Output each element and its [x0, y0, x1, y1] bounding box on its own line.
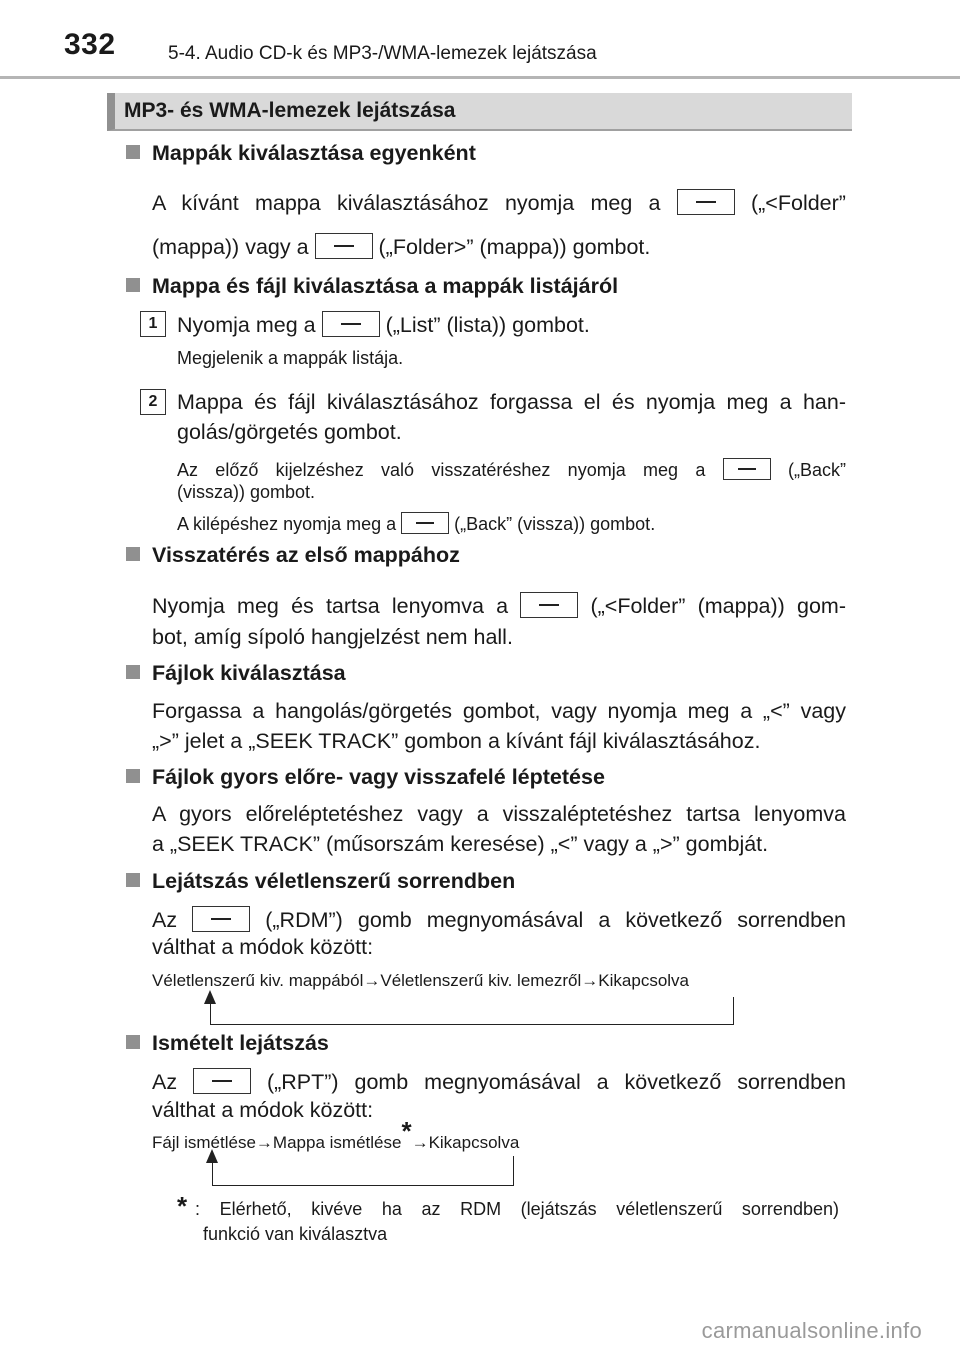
heading-fast-step: Fájlok gyors előre- vagy visszafelé léptetése — [126, 765, 605, 790]
back-button-icon — [723, 458, 771, 480]
section-title: MP3- és WMA-lemezek lejátszása — [124, 99, 456, 122]
square-bullet-icon — [126, 278, 140, 292]
heading-list-select: Mappa és fájl kiválasztása a mappák listájáról — [126, 274, 618, 299]
page-number: 332 — [64, 28, 116, 61]
paragraph-line: A kívánt mappa kiválasztásához nyomja meg a („<Folder” — [152, 191, 846, 215]
square-bullet-icon — [126, 665, 140, 679]
arrow-right-icon: → — [581, 971, 599, 990]
random-mode-flow: Véletlenszerű kiv. mappából→Véletlenszerű kiv. lemezről→Kikapcsolva — [152, 971, 690, 990]
paragraph-line: Az („RDM”) gomb megnyomásával a következő sorrendben — [152, 908, 846, 932]
step-1-note: Megjelenik a mappák listája. — [177, 348, 404, 368]
running-title: 5-4. Audio CD-k és MP3-/WMA-lemezek lejátszása — [168, 43, 597, 64]
paragraph-line: (mappa)) vagy a („Folder>” (mappa)) gombot. — [152, 235, 651, 259]
back-button-icon — [401, 512, 449, 534]
heading-folder-select: Mappák kiválasztása egyenként — [126, 141, 476, 166]
paragraph-line: A gyors előreléptetéshez vagy a visszaléptetéshez tartsa lenyomva — [152, 802, 846, 826]
step-1-text: Nyomja meg a („List” (lista)) gombot. — [177, 313, 590, 337]
watermark: carmanualsonline.info — [701, 1318, 922, 1343]
paragraph-line: Nyomja meg és tartsa lenyomva a („<Folder” (mappa)) gom- — [152, 594, 846, 618]
back-note-line2: (vissza)) gombot. — [177, 482, 316, 502]
arrow-right-icon: → — [363, 971, 381, 990]
square-bullet-icon — [126, 547, 140, 561]
folder-prev-button-icon — [520, 592, 578, 618]
exit-note: A kilépéshez nyomja meg a („Back” (vissza)) gombot. — [177, 514, 656, 534]
step-number-badge: 1 — [140, 311, 166, 337]
step-number-badge: 2 — [140, 389, 166, 415]
paragraph-line: „>” jelet a „SEEK TRACK” gombon a kívánt fájl kiválasztásához. — [152, 729, 761, 753]
square-bullet-icon — [126, 1035, 140, 1049]
folder-prev-button-icon — [677, 189, 735, 215]
step-2-text-line1: Mappa és fájl kiválasztásához forgassa el és nyomja meg a han- — [177, 390, 846, 414]
rpt-button-icon — [193, 1068, 251, 1094]
loop-back-line — [210, 997, 734, 1025]
arrow-right-icon: → — [255, 1133, 273, 1152]
paragraph-line: válthat a módok között: — [152, 935, 374, 959]
header-divider — [0, 76, 960, 79]
paragraph-line: Forgassa a hangolás/görgetés gombot, vagy nyomja meg a „<” vagy — [152, 699, 846, 723]
back-note-line1: Az előző kijelzéshez való visszatéréshez nyomja meg a („Back” — [177, 460, 846, 480]
paragraph-line: Az („RPT”) gomb megnyomásával a következő sorrendben — [152, 1070, 846, 1094]
heading-file-select: Fájlok kiválasztása — [126, 661, 346, 686]
heading-repeat: Ismételt lejátszás — [126, 1031, 329, 1056]
paragraph-line: a „SEEK TRACK” (műsorszám keresése) „<” vagy a „>” gombját. — [152, 832, 769, 856]
heading-first-folder: Visszatérés az első mappához — [126, 543, 460, 568]
repeat-mode-flow: Fájl ismétlése→Mappa ismétlése*→Kikapcsolva — [152, 1116, 520, 1152]
footnote-star: * — [401, 1116, 412, 1146]
loop-arrow-up-icon — [204, 990, 216, 1004]
step-2-text-line2: golás/görgetés gombot. — [177, 420, 402, 444]
rdm-button-icon — [192, 906, 250, 932]
square-bullet-icon — [126, 769, 140, 783]
arrow-right-icon: → — [411, 1133, 429, 1152]
paragraph-line: válthat a módok között: — [152, 1098, 374, 1122]
folder-next-button-icon — [315, 233, 373, 259]
loop-arrow-up-icon — [206, 1149, 218, 1163]
paragraph-line: bot, amíg sípoló hangjelzést nem hall. — [152, 625, 513, 649]
square-bullet-icon — [126, 145, 140, 159]
heading-random: Lejátszás véletlenszerű sorrendben — [126, 869, 515, 894]
list-button-icon — [322, 311, 380, 337]
footnote: * : Elérhető, kivéve ha az RDM (lejátszás véletlenszerű sorrendben) funkció van kiválasztva — [177, 1191, 839, 1244]
loop-back-line — [212, 1156, 514, 1186]
footnote-star: * — [177, 1191, 188, 1221]
square-bullet-icon — [126, 873, 140, 887]
